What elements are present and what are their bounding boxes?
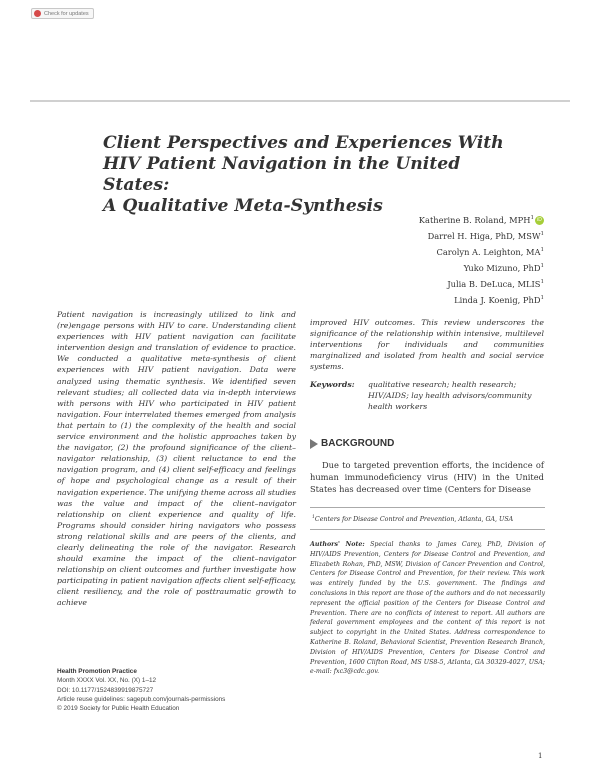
abstract-column-1: Patient navigation is increasingly utilized to link and (re)engage persons with HIV to care. Understanding client experiences with HIV patient navigation can facilitate intervention design and translation of evidence to practice. We conducted a qualitative meta-synthesis of client experiences with HIV patient navigation. Data were analyzed using thematic synthesis. We identified seven relevant studies; all collected data via in-depth interviews with persons with HIV who participated in HIV patient navigation. Four interrelated themes emerged from analysis that pertain to (1) the complexity of the health and social service environment and the holistic approaches taken by the navigator, (2) the profound significance of the client–navigator relationship, (3) client reluctance to end the navigation program, and (4) client self-efficacy and feelings of hope and psychological change as a result of their navigation experience. The unifying theme across all studies was the value and impact of the client–navigator relationship on client experience and quality of life. Programs should consider hiring navigators who possess strong relational skills and are peers of the clients, and clearly delineating the role of the navigator. Research should examine the impact of the client–navigator relationship on client outcomes and further investigate how participating in patient navigation affects client self-efficacy, client resiliency, and the role of posttraumatic growth to achieve <box>57 310 296 608</box>
abstract-column-2: improved HIV outcomes. This review underscores the significance of the relationship within intensive, multilevel interventions for individuals and communities marginalized and isolated from health and social service systems. <box>310 318 544 372</box>
article-title <box>103 133 523 217</box>
author-entry: Linda J. Koenig, PhD$^1$ <box>454 294 544 305</box>
page-number: 1 <box>538 752 543 760</box>
journal-volume: Month XXXX Vol. XX, No. (X) 1–12 <box>57 677 157 685</box>
author-entry: Carolyn A. Leighton, $MA^1$ <box>436 246 544 257</box>
header-divider <box>30 100 570 102</box>
journal-name: Health Promotion Practice <box>57 668 137 675</box>
keywords-text: qualitative research; health research; HIV/AIDS; lay health advisors/community health workers <box>368 380 532 412</box>
authors-note-text: Special thanks to James Carey, PhD, Division of HIV/AIDS Prevention, Centers for Disease Control and Prevention, and Elizabeth Rohan, PhD, MSW, Division of Cancer Prevention and Control, Centers for Disease Control and Prevention, for their review. This work was entirely funded by the U.S. government. The findings and conclusions in this report are those of the authors and do not necessarily represent the official position of the Centers for Disease Control and Prevention. There are no conflicts of interest to report. All authors are federal government employees and the content of this report is not subject to copyright in the United States. Address correspondence to Katherine B. Roland, Behavioral Scientist, Prevention Research Branch, Division of HIV/AIDS Prevention, Centers for Disease Control and Prevention, 1600 Clifton Road, MS US8-5, Atlanta, GA 30329-4027, USA; e-mail: fxc3@cdc.gov. <box>310 541 545 676</box>
badge-label: Check for updates <box>44 10 89 17</box>
affiliation-box <box>310 507 545 530</box>
title-line-2: HIV Patient Navigation in the United States: <box>103 154 461 195</box>
check-for-updates-badge[interactable] <box>31 8 94 19</box>
journal-doi[interactable]: DOI: 10.1177/1524839919875727 <box>57 686 154 694</box>
keywords-label: Keywords: <box>310 380 355 389</box>
update-icon <box>34 10 41 17</box>
author-entry: Julia B. DeLuca, MLIS$^1$ <box>447 278 544 289</box>
authors-note-label: Authors' Note: <box>310 541 365 548</box>
author-entry: Yuko Mizuno, PhD$^1$ <box>463 262 544 273</box>
affiliation-text: Centers for Disease Control and Prevention, Atlanta, GA, USA <box>314 516 514 524</box>
authors-note <box>310 540 545 677</box>
section-heading-text: BACKGROUND <box>321 438 395 449</box>
journal-copyright: © 2019 Society for Public Health Education <box>57 705 180 713</box>
author-entry: Katherine B. Roland, MPH$^1$ iD <box>419 211 544 227</box>
section-heading <box>310 438 394 449</box>
journal-info <box>57 667 225 713</box>
affiliation-sup: 1 <box>312 515 315 520</box>
author-list <box>419 211 544 307</box>
keywords <box>310 379 544 412</box>
title-line-1: Client Perspectives and Experiences With <box>103 133 504 153</box>
author-entry: Darrel H. Higa, PhD, MSW$^1$ <box>427 230 544 241</box>
journal-reuse[interactable]: Article reuse guidelines: sagepub.com/journals-permissions <box>57 695 226 703</box>
orcid-icon[interactable]: iD <box>535 216 544 225</box>
section-arrow-icon <box>310 439 318 449</box>
background-paragraph: Due to targeted prevention efforts, the incidence of human immunodeficiency virus (HIV) in the United States has decreased over time (Centers for Disease <box>310 460 544 494</box>
title-line-3: A Qualitative Meta-Synthesis <box>103 196 383 216</box>
